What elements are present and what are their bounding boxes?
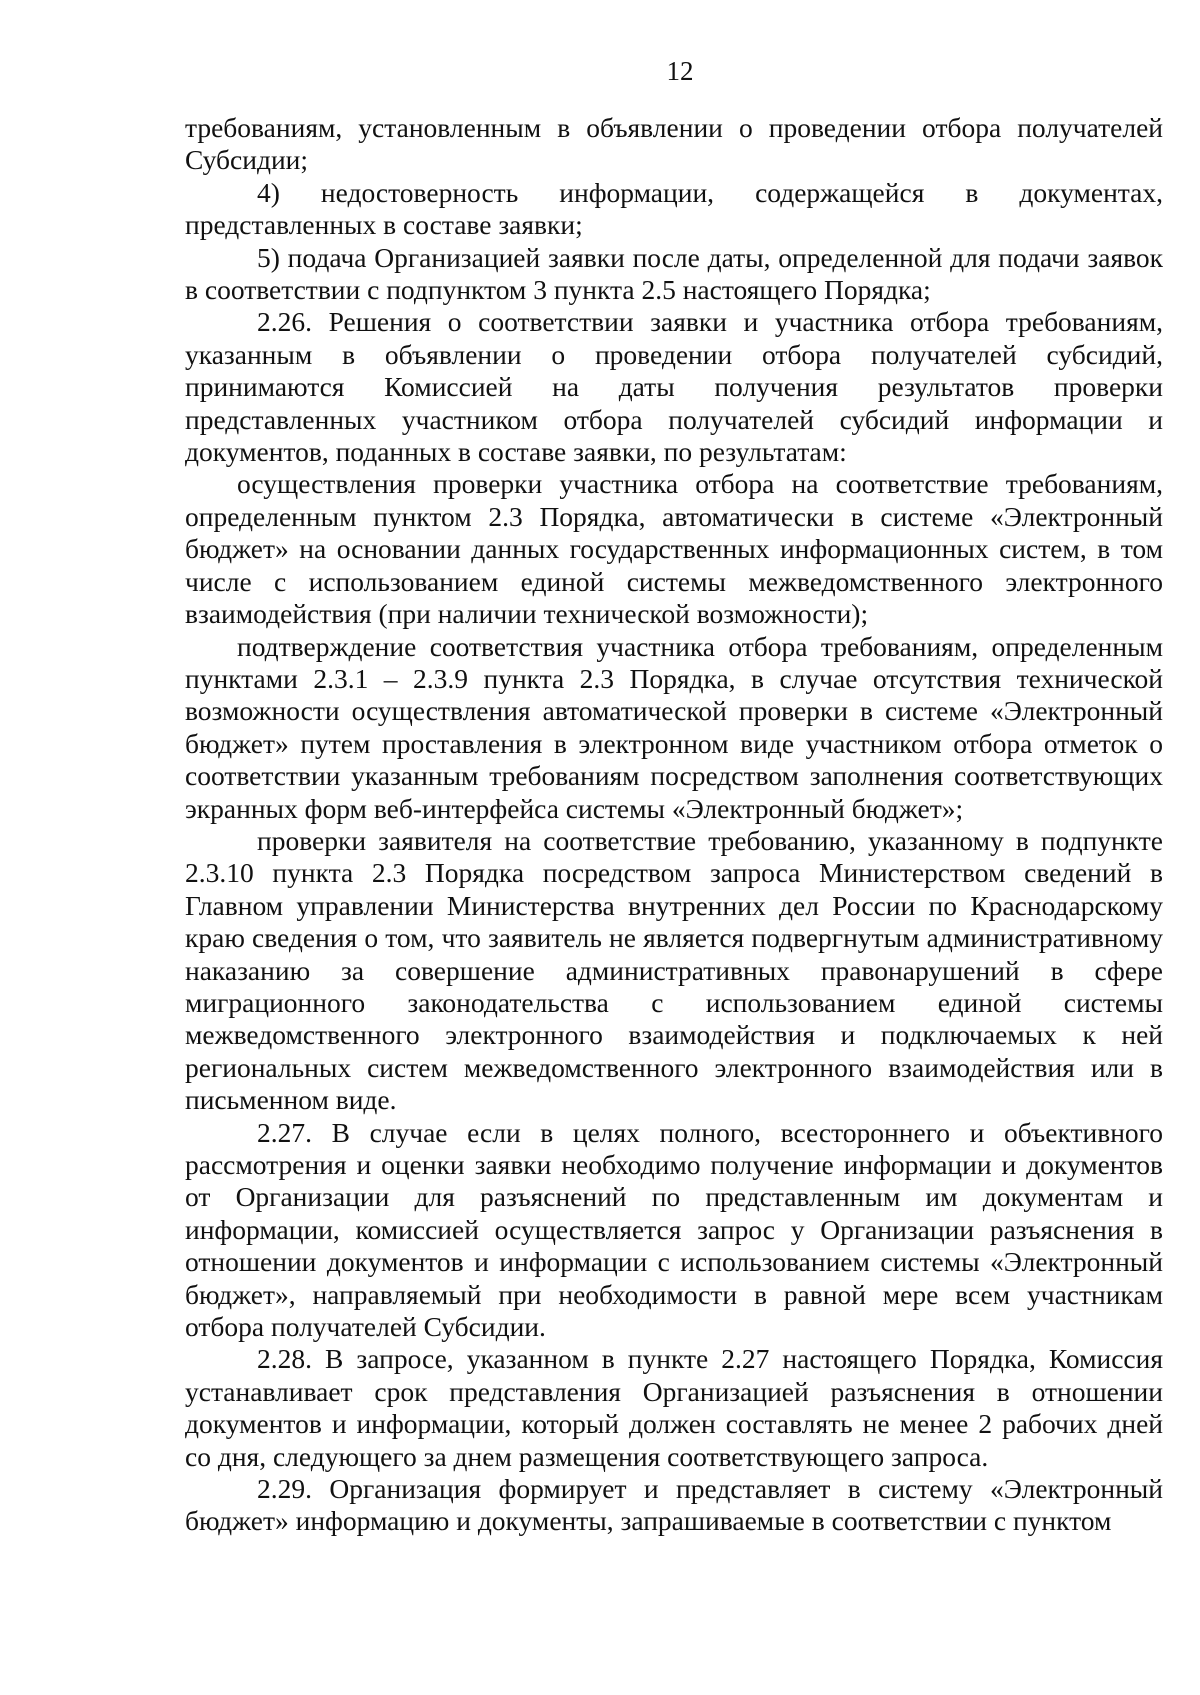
paragraph-item-4: 4) недостоверность информации, содержащейся в документах, представленных в составе заявки; [185, 176, 1163, 241]
paragraph-2-28: 2.28. В запросе, указанном в пункте 2.27 настоящего Порядка, Комиссия устанавливает срок представления Организацией разъяснения в отношении документов и информации, который должен составлять не менее 2 рабочих дней со дня, следующего за днем размещения соответствующего запроса. [185, 1343, 1163, 1472]
paragraph-confirmation: подтверждение соответствия участника отбора требованиям, определенным пунктами 2.3.1 – 2.3.9 пункта 2.3 Порядка, в случае отсутствия технической возможности осуществления автоматической проверки в системе «Электронный бюджет» путем проставления в электронном виде участником отбора отметок о соответствии указанным требованиям посредством заполнения соответствующих экранных форм веб-интерфейса системы «Электронный бюджет»; [185, 630, 1163, 824]
paragraph-item-5: 5) подача Организацией заявки после даты, определенной для подачи заявок в соответствии с подпунктом 3 пункта 2.5 настоящего Порядка; [185, 241, 1163, 306]
document-body [185, 112, 1163, 1538]
page-number: 12 [666, 56, 694, 86]
paragraph-2-29: 2.29. Организация формирует и представляет в систему «Электронный бюджет» информацию и документы, запрашиваемые в соответствии с пунктом [185, 1473, 1163, 1537]
paragraph-automatic-check: осуществления проверки участника отбора на соответствие требованиям, определенным пунктом 2.3 Порядка, автоматически в системе «Электронный бюджет» на основании данных государственных информационных систем, в том числе с использованием единой системы межведомственного электронного взаимодействия (при наличии технической возможности); [185, 468, 1163, 630]
paragraph-2-26: 2.26. Решения о соответствии заявки и участника отбора требованиям, указанным в объявлении о проведении отбора получателей субсидий, принимаются Комиссией на даты получения результатов проверки представленных участником отбора получателей субсидий информации и документов, поданных в составе заявки, по результатам: [185, 306, 1163, 468]
paragraph-applicant-check: проверки заявителя на соответствие требованию, указанному в подпункте 2.3.10 пункта 2.3 Порядка посредством запроса Министерством сведений в Главном управлении Министерства внутренних дел России по Краснодарскому краю сведения о том, что заявитель не является подвергнутым административному наказанию за совершение административных правонарушений в сфере миграционного законодательства с использованием единой системы межведомственного электронного взаимодействия и подключаемых к ней региональных систем межведомственного электронного взаимодействия или в письменном виде. [185, 824, 1163, 1116]
paragraph-continuation: требованиям, установленным в объявлении о проведении отбора получателей Субсидии; [185, 112, 1163, 176]
paragraph-2-27: 2.27. В случае если в целях полного, всестороннего и объективного рассмотрения и оценки заявки необходимо получение информации и документов от Организации для разъяснений по представленным им документам и информации, комиссией осуществляется запрос у Организации разъяснения в отношении документов и информации с использованием системы «Электронный бюджет», направляемый при необходимости в равной мере всем участникам отбора получателей Субсидии. [185, 1116, 1163, 1343]
